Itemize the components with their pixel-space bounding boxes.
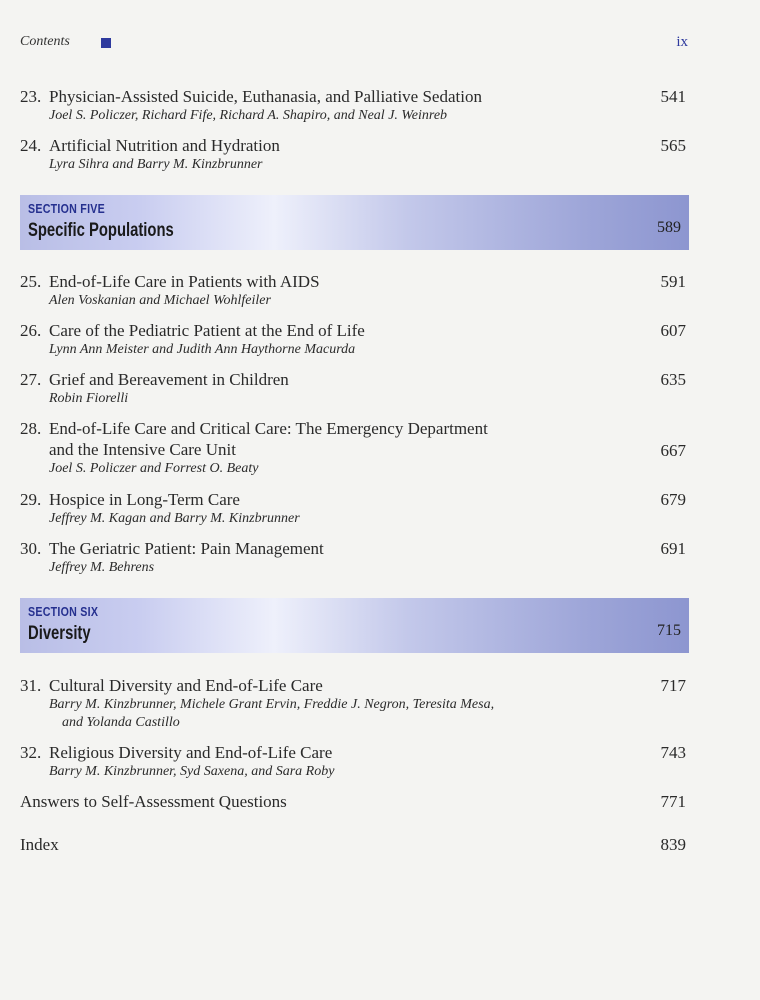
chapter-page: 679 [660, 490, 686, 509]
chapter-page: 565 [660, 136, 686, 155]
toc-entry-index[interactable] [20, 834, 688, 855]
chapter-title: 28. End-of-Life Care and Critical Care: The Emergency Department [20, 419, 488, 438]
chapter-title: 23. Physician-Assisted Suicide, Euthanasia, and Palliative Sedation [20, 87, 482, 106]
chapter-title: 29. Hospice in Long-Term Care [20, 490, 240, 509]
toc-entry-31[interactable] [20, 675, 688, 732]
section-page: 589 [657, 219, 681, 236]
chapter-title: 24. Artificial Nutrition and Hydration [20, 136, 280, 155]
chapter-authors: Joel S. Policzer, Richard Fife, Richard A. Shapiro, and Neal J. Weinreb [49, 108, 448, 123]
chapter-authors: Alen Voskanian and Michael Wohlfeiler [49, 293, 271, 308]
chapter-authors: Robin Fiorelli [49, 391, 129, 406]
chapter-title: 32. Religious Diversity and End-of-Life Care [20, 743, 333, 762]
chapter-page: 591 [660, 272, 686, 291]
entry-page: 839 [660, 835, 686, 854]
chapter-title: 31. Cultural Diversity and End-of-Life Care [20, 676, 323, 695]
section-label: SECTION SIX [28, 604, 99, 619]
chapter-page: 635 [660, 370, 686, 389]
chapter-title: 27. Grief and Bereavement in Children [20, 370, 289, 389]
toc-entry-26[interactable] [20, 320, 688, 359]
chapter-authors: Jeffrey M. Kagan and Barry M. Kinzbrunner [49, 511, 300, 526]
entry-title: Index [20, 835, 59, 854]
toc-entry-24[interactable] [20, 135, 688, 174]
section-name: Specific Populations [28, 220, 174, 241]
entry-title: Answers to Self-Assessment Questions [20, 792, 287, 811]
section-five-banner[interactable] [20, 195, 689, 250]
toc-entry-32[interactable] [20, 742, 688, 781]
toc-entry-23[interactable] [20, 86, 688, 125]
chapter-page: 691 [660, 539, 686, 558]
chapter-authors: Jeffrey M. Behrens [49, 560, 155, 575]
chapter-authors: Joel S. Policzer and Forrest O. Beaty [49, 461, 259, 476]
toc-entry-25[interactable] [20, 271, 688, 310]
section-page: 715 [657, 622, 681, 639]
page-number: ix [676, 34, 688, 50]
toc-entry-27[interactable] [20, 369, 688, 408]
chapter-title: 25. End-of-Life Care in Patients with AIDS [20, 272, 320, 291]
chapter-authors: Barry M. Kinzbrunner, Syd Saxena, and Sara Roby [49, 764, 335, 779]
toc-entry-30[interactable] [20, 538, 688, 577]
chapter-page: 607 [660, 321, 686, 340]
square-marker-icon [101, 38, 111, 48]
chapter-title: 30. The Geriatric Patient: Pain Management [20, 539, 324, 558]
chapter-title-continued: and the Intensive Care Unit [49, 440, 236, 459]
section-label: SECTION FIVE [28, 201, 105, 216]
chapter-title: 26. Care of the Pediatric Patient at the End of Life [20, 321, 365, 340]
chapter-page: 541 [660, 87, 686, 106]
section-name: Diversity [28, 623, 91, 644]
toc-entry-29[interactable] [20, 489, 688, 528]
chapter-page: 743 [660, 743, 686, 762]
toc-entry-28[interactable] [20, 418, 688, 478]
chapter-authors: Barry M. Kinzbrunner, Michele Grant Ervin, Freddie J. Negron, Teresita Mesa, [49, 697, 495, 712]
running-head: Contents [20, 34, 70, 49]
chapter-authors: Lyra Sihra and Barry M. Kinzbrunner [49, 157, 263, 172]
toc-entry-answers[interactable] [20, 791, 688, 812]
chapter-page: 667 [660, 441, 686, 460]
chapter-authors-continued: and Yolanda Castillo [62, 715, 180, 730]
page-header [20, 34, 688, 54]
chapter-page: 717 [660, 676, 686, 695]
entry-page: 771 [660, 792, 686, 811]
chapter-authors: Lynn Ann Meister and Judith Ann Haythorne Macurda [49, 342, 356, 357]
section-six-banner[interactable] [20, 598, 689, 653]
